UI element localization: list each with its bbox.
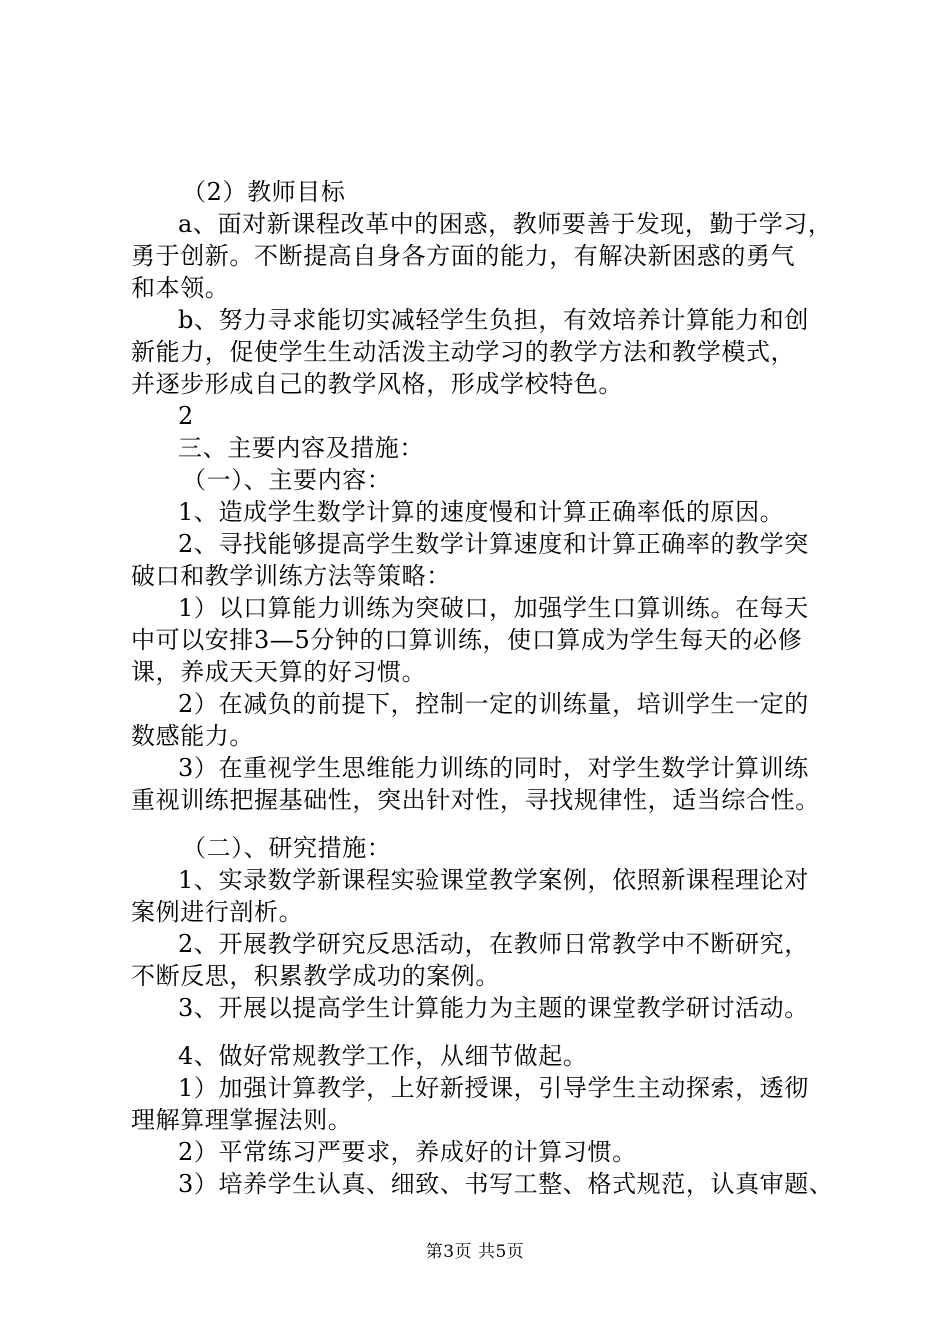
paragraph-line: 3、开展以提高学生计算能力为主题的课堂教学研讨活动。: [178, 994, 809, 1022]
paragraph-line: 不断反思，积累教学成功的案例。: [131, 962, 500, 990]
section-heading-main-content: 三、主要内容及措施：: [178, 434, 424, 462]
paragraph-line: 1、造成学生数学计算的速度慢和计算正确率低的原因。: [178, 498, 785, 526]
paragraph-line: 2）平常练习严要求，养成好的计算习惯。: [178, 1138, 637, 1166]
stray-number: 2: [178, 402, 194, 430]
paragraph-line: 2、开展教学研究反思活动，在教师日常教学中不断研究，: [178, 930, 809, 958]
paragraph-line: 和本领。: [131, 274, 230, 302]
paragraph-line: 课，养成天天算的好习惯。: [131, 658, 427, 686]
paragraph-line: 3）培养学生认真、细致、书写工整、格式规范，认真审题、: [178, 1170, 834, 1198]
paragraph-line: a、面对新课程改革中的困惑，教师要善于发现，勤于学习，: [178, 210, 833, 238]
subsection-heading: （二）、研究措施：: [182, 834, 392, 862]
paragraph-line: 中可以安排3—5分钟的口算训练，使口算成为学生每天的必修: [131, 626, 803, 654]
paragraph-line: 并逐步形成自己的教学风格，形成学校特色。: [131, 370, 623, 398]
paragraph-line: 理解算理掌握法则。: [131, 1106, 353, 1134]
paragraph-line: 2、寻找能够提高学生数学计算速度和计算正确率的教学突: [178, 530, 809, 558]
paragraph-line: 4、做好常规教学工作，从细节做起。: [178, 1042, 588, 1070]
paragraph-line: 1）以口算能力训练为突破口，加强学生口算训练。在每天: [178, 594, 809, 622]
paragraph-line: 勇于创新。不断提高自身各方面的能力，有解决新困惑的勇气: [131, 242, 796, 270]
paragraph-line: b、努力寻求能切实减轻学生负担，有效培养计算能力和创: [178, 306, 809, 334]
paragraph-line: 重视训练把握基础性，突出针对性，寻找规律性，适当综合性。: [131, 786, 820, 814]
paragraph-line: 1、实录数学新课程实验课堂教学案例，依照新课程理论对: [178, 866, 809, 894]
paragraph-line: 数感能力。: [131, 722, 254, 750]
page-number-footer: 第3页 共5页: [425, 1242, 525, 1262]
paragraph-line: 3）在重视学生思维能力训练的同时，对学生数学计算训练: [178, 754, 809, 782]
paragraph-line: 破口和教学训练方法等策略：: [131, 562, 451, 590]
section-heading-teacher-goals: （2）教师目标: [182, 178, 346, 206]
paragraph-line: 案例进行剖析。: [131, 898, 304, 926]
paragraph-line: 1）加强计算教学，上好新授课，引导学生主动探索，透彻: [178, 1074, 809, 1102]
paragraph-line: 2）在减负的前提下，控制一定的训练量，培训学生一定的: [178, 690, 809, 718]
paragraph-line: 新能力，促使学生生动活泼主动学习的教学方法和教学模式，: [131, 338, 796, 366]
subsection-heading: （一）、主要内容：: [182, 466, 392, 494]
